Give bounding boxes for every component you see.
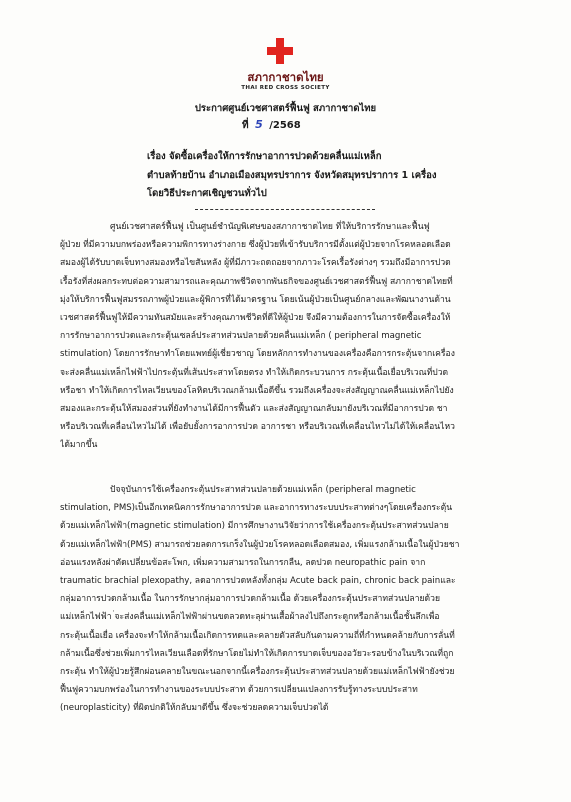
number-suffix: /2568 (269, 120, 301, 131)
body-line: traumatic brachial plexopathy, ลดอาการปวดหลังทั้งกลุ่ม Acute back pain, chronic back painและ (60, 576, 456, 587)
body-line: เวชศาสตร์ฟื้นฟูให้มีความทันสมัยและสร้างคุณภาพชีวิตที่ดีให้ผู้ป่วย จึงมีความต้องการในการจัดซื้อเครื่องให้ (60, 313, 451, 324)
subject-block (147, 148, 467, 204)
body-line: การรักษาอาการปวดและกระตุ้นเซลล์ประสาทส่วนปลายด้วยคลื่นแม่เหล็ก ( peripheral magnetic (60, 331, 422, 342)
body-line: จะส่งคลื่นแม่เหล็กไฟฟ้าไปกระตุ้นที่เส้นประสาทโดยตรง ทำให้เกิดกระบวนการ กระตุ้นเนื้อเยื่อบริเวณที่ปวด (60, 367, 449, 378)
body-line: กระตุ้นเนื้อเยื่อ เครื่องจะทำให้กล้ามเนื้อเกิดการหดและคลายตัวสลับกันตามความถี่ที่กำหนดคล้ายกับการลั่นที่ (60, 630, 455, 641)
announcement-title: ประกาศศูนย์เวชศาสตร์ฟื้นฟู สภากาชาดไทย (194, 103, 377, 114)
announcement-number (242, 118, 301, 133)
body-line: กล้ามเนื้อซึ่งช่วยเพิ่มการไหลเวียนเลือดที่รักษาโดยไม่ทำให้เกิดการบาดเจ็บของอวัยวะรอบข้างในบริเวณที่ถูก (60, 648, 454, 659)
body-paragraph-1 (60, 218, 520, 455)
body-line: กลุ่มอาการปวดกล้ามเนื้อ ในการรักษากลุ่มอาการปวดกล้ามเนื้อ ด้วยเครื่องกระตุ้นประสาทส่วนปลายด้วย (60, 594, 440, 605)
body-line: สมองผู้ได้รับบาดเจ็บทางสมองหรือไขสันหลัง ผู้ที่มีภาวะถดถอยจากภาวะโรคเรื้อรังต่างๆ รวมถึงมีอาการปวด (60, 258, 451, 269)
body-line: stimulation, PMS)เป็นอีกเทคนิคการรักษาอาการปวด และอาการทางระบบประสาทต่างๆโดยเครื่องกระตุ้น (60, 503, 453, 514)
red-cross-logo-icon (267, 38, 293, 64)
body-line: ผู้ป่วย ที่มีความบกพร่องหรือความพิการทางร่างกาย ซึ่งผู้ป่วยที่เข้ารับบริการมีตั้งแต่ผู้ป่วยจากโรคหลอดเลือด (60, 240, 451, 251)
number-prefix: ที่ (242, 120, 249, 131)
body-line: ศูนย์เวชศาสตร์ฟื้นฟู เป็นศูนย์ชำนัญพิเศษของสภากาชาดไทย ที่ให้บริการรักษาและฟื้นฟู (110, 222, 430, 232)
body-line: ปัจจุบันการใช้เครื่องกระตุ้นประสาทส่วนปลายด้วยแม่เหล็ก (peripheral magnetic (110, 485, 416, 495)
body-line: กระตุ้น ทำให้ผู้ป่วยรู้สึกผ่อนคลายในขณะนอกจากนี้เครื่องกระตุ้นประสาทส่วนปลายด้วยแม่เหล็กไฟฟ้ายังช่วย (60, 667, 455, 678)
body-line: (neuroplasticity) ที่ผิดปกติให้กลับมาดีขึ้น ซึ่งจะช่วยลดความเจ็บปวดได้ (60, 703, 329, 714)
subject-line: โดยวิธีประกาศเชิญชวนทั่วไป (147, 188, 267, 199)
org-name-thai: สภากาชาดไทย (247, 70, 324, 84)
divider (195, 209, 375, 210)
subject-line: เรื่อง จัดซื้อเครื่องให้การรักษาอาการปวดด้วยคลื่นแม่เหล็ก (147, 151, 382, 162)
body-line: ฟื้นฟูความบกพร่องในการทำงานของระบบประสาท ด้วยการเปลี่ยนแปลงการรับรู้ทางระบบประสาท (60, 685, 418, 696)
body-line: อ่อนแรงหลังผ่าตัดเปลี่ยนข้อสะโพก, เพิ่มความสามารถในการกลืน, ลดปวด neuropathic pain จาก (60, 557, 426, 568)
body-line: หรือชา ทำให้เกิดการไหลเวียนของโลหิตบริเวณกล้ามเนื้อดีขึ้น รวมถึงเครื่องจะส่งสัญญาณคลื่นแม่เหล็กไปยัง (60, 385, 454, 396)
body-line: ด้วยแม่เหล็กไฟฟ้า(magnetic stimulation) มีการศึกษางานวิจัยว่าการใช้เครื่องกระตุ้นประสาทส่วนปลาย (60, 521, 449, 532)
body-line: เรื้อรังที่ส่งผลกระทบต่อความสามารถและคุณภาพชีวิตจากพันธกิจของศูนย์เวชศาสตร์ฟื้นฟู สภากาชาดไทยที่ (60, 276, 453, 287)
body-line: ได้มากขึ้น (60, 440, 98, 451)
subject-line: ตำบลท้ายบ้าน อำเภอเมืองสมุทรปราการ จังหวัดสมุทรปราการ 1 เครื่อง (147, 169, 437, 181)
body-line: มุ่งให้บริการฟื้นฟูสมรรถภาพผู้ป่วยและผู้พิการที่ได้มาตรฐาน โดยเน้นผู้ป่วยเป็นศูนย์กลางและพัฒนางานด้าน (60, 294, 451, 305)
number-handwritten: 5 (255, 118, 263, 131)
org-name-english: THAI RED CROSS SOCIETY (241, 85, 330, 91)
body-line: หรือบริเวณที่เคลื่อนไหวไม่ได้ เพื่อยับยั้งการอาการปวด อาการชา หรือบริเวณที่เคลื่อนไหวไม่ได้ให้เคลื่อนไหว (60, 422, 455, 433)
body-line: แม่เหล็กไฟฟ้า ่จะส่งคลื่นแม่เหล็กไฟฟ้าผ่านขดลวดทะลุผ่านเสื้อผ้าลงไปถึงกระดูกหรือกล้ามเนื้อชั้นลึกเพื่อ (60, 612, 440, 623)
body-line: stimulation) โดยการรักษาทำโดยแพทย์ผู้เชี่ยวชาญ โดยหลักการทำงานของเครื่องคือการกระตุ้นจากเครื่อง (60, 349, 455, 360)
body-line: ด้วยแม่เหล็กไฟฟ้า(PMS) สามารถช่วยลดการเกร็งในผู้ป่วยโรคหลอดเลือดสมอง, เพิ่มแรงกล้ามเนื้อในผู้ป่วยชา (60, 539, 460, 550)
body-line: สมองและกระตุ้นให้สมองส่วนที่ยังทำงานได้มีการฟื้นตัว และส่งสัญญาณกลับมายังบริเวณที่มีอาการปวด ชา (60, 404, 448, 415)
body-paragraph-2 (60, 481, 520, 718)
